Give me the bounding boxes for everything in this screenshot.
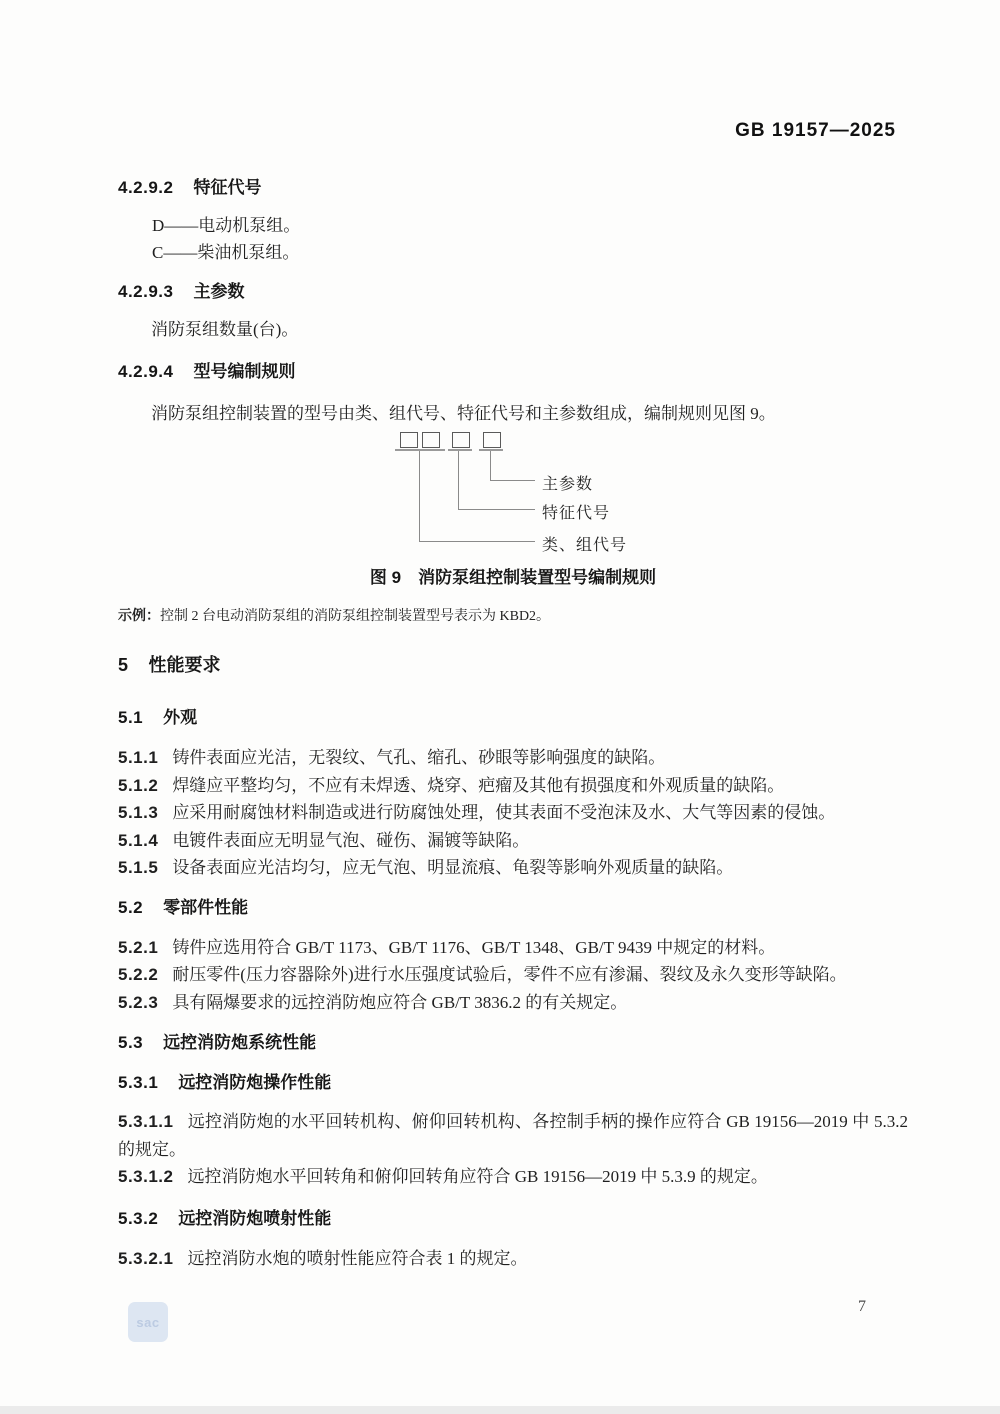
clause-number: 4.2.9.2: [118, 178, 174, 197]
heading-4-2-9-3: [118, 282, 908, 302]
clause-5-3-1-1: [118, 1108, 908, 1163]
heading-5-3: [118, 1033, 908, 1053]
figure-9-diagram: [118, 432, 908, 554]
figure-label-feature-code: 特征代号: [542, 505, 611, 522]
heading-title: 零部件性能: [163, 897, 249, 917]
clause-number: 5.1.2: [118, 775, 159, 795]
heading-title: 型号编制规则: [193, 362, 296, 381]
document-body: [118, 178, 908, 1272]
heading-title: 外观: [163, 708, 198, 727]
clause-number: 5.3: [118, 1033, 144, 1052]
heading-4-2-9-4: [118, 362, 908, 382]
clause-number: 4.2.9.3: [118, 282, 174, 301]
clause-text: 耐压零件(压力容器除外)进行水压强度试验后，零件不应有渗漏、裂纹及永久变形等缺陷。: [172, 965, 847, 984]
clause-number: 5.3.1.1: [118, 1112, 174, 1131]
heading-title: 主参数: [193, 282, 245, 301]
leader-line-feature: [458, 509, 535, 510]
leader-line-class-group: [419, 451, 420, 541]
clause-text: 铸件应选用符合 GB/T 1173、GB/T 1176、GB/T 1348、GB/T 9439 中规定的材料。: [172, 937, 776, 957]
clause-number: 5: [118, 655, 129, 675]
clause-5-1-2: [118, 772, 908, 800]
clause-5-3-1-2: [118, 1163, 908, 1191]
clause-number: 5.3.1.2: [118, 1167, 174, 1186]
leader-line-feature: [458, 451, 459, 509]
heading-5-2: [118, 898, 908, 918]
clause-number: 4.2.9.4: [118, 362, 174, 381]
clause-5-1-3: [118, 799, 908, 827]
clause-number: 5.1.5: [118, 858, 159, 877]
paragraph-model-rule: 消防泵组控制装置的型号由类、组代号、特征代号和主参数组成，编制规则见图 9。: [151, 404, 776, 423]
heading-title: 远控消防炮系统性能: [163, 1033, 317, 1052]
clause-text: 铸件表面应光洁，无裂纹、气孔、缩孔、砂眼等影响强度的缺陷。: [172, 748, 666, 767]
box-base-line: [448, 449, 472, 451]
clause-text: 远控消防炮的水平回转机构、俯仰回转机构、各控制手柄的操作应符合 GB 19156—2019 中 5.3.2 的规定。: [118, 1112, 908, 1159]
definition-item-d: D——电动机泵组。: [152, 216, 301, 235]
clause-5-1-1: [118, 744, 908, 772]
heading-5-3-2: [118, 1209, 908, 1229]
clause-text: 电镀件表面应无明显气泡、碰伤、漏镀等缺陷。: [172, 830, 530, 850]
heading-title: 远控消防炮喷射性能: [178, 1208, 332, 1228]
clause-5-3-2-1: [118, 1245, 908, 1273]
clause-5-1-5: [118, 854, 908, 882]
clause-text: 远控消防水炮的喷射性能应符合表 1 的规定。: [187, 1248, 528, 1268]
clause-5-2-3: [118, 989, 908, 1017]
clause-number: 5.1: [118, 708, 144, 727]
clause-text: 设备表面应光洁均匀，应无气泡、明显流痕、龟裂等影响外观质量的缺陷。: [172, 858, 734, 877]
sac-watermark-logo: sac: [128, 1302, 168, 1342]
model-code-box-3: [452, 432, 470, 448]
model-code-box-1: [400, 432, 418, 448]
figure-9-caption: 图 9 消防泵组控制装置型号编制规则: [369, 568, 657, 587]
heading-5-3-1: [118, 1073, 908, 1093]
clause-text: 应采用耐腐蚀材料制造或进行防腐蚀处理，使其表面不受泡沫及水、大气等因素的侵蚀。: [172, 803, 836, 822]
clause-text: 具有隔爆要求的远控消防炮应符合 GB/T 3836.2 的有关规定。: [172, 992, 628, 1012]
clause-number: 5.3.2: [118, 1208, 159, 1228]
clause-number: 5.2.3: [118, 992, 159, 1012]
heading-title: 性能要求: [148, 655, 221, 675]
model-code-box-2: [422, 432, 440, 448]
leader-line-main-param: [490, 480, 535, 481]
clause-number: 5.3.2.1: [118, 1248, 174, 1268]
clause-5-2-2: [118, 961, 908, 989]
clause-text: 焊缝应平整均匀，不应有未焊透、烧穿、疤瘤及其他有损强度和外观质量的缺陷。: [172, 775, 785, 795]
clause-number: 5.2: [118, 897, 144, 917]
clause-number: 5.2.2: [118, 965, 159, 984]
standard-number: GB 19157—2025: [735, 120, 896, 141]
paragraph-main-parameter: 消防泵组数量(台)。: [151, 320, 299, 339]
heading-title: 远控消防炮操作性能: [178, 1073, 332, 1092]
clause-number: 5.2.1: [118, 937, 159, 957]
example-line: [118, 605, 908, 627]
heading-5: [118, 655, 908, 675]
page-bottom-edge: [0, 1406, 1000, 1414]
leader-line-class-group: [419, 541, 535, 542]
box-base-line: [395, 449, 445, 451]
figure-label-class-group-code: 类、组代号: [542, 537, 628, 554]
definition-item-c: C——柴油机泵组。: [152, 243, 300, 262]
clause-5-2-1: [118, 934, 908, 962]
heading-title: 特征代号: [193, 178, 262, 197]
clause-5-1-4: [118, 827, 908, 855]
clause-number: 5.1.1: [118, 748, 159, 767]
heading-5-1: [118, 708, 908, 728]
figure-label-main-parameter: 主参数: [542, 476, 594, 493]
example-text: 控制 2 台电动消防泵组的消防泵组控制装置型号表示为 KBD2。: [160, 609, 551, 624]
clause-number: 5.3.1: [118, 1073, 159, 1092]
heading-4-2-9-2: [118, 178, 908, 198]
page-number: 7: [858, 1298, 866, 1315]
model-code-box-4: [483, 432, 501, 448]
box-base-line: [479, 449, 503, 451]
example-label: 示例：: [118, 607, 160, 623]
clause-number: 5.1.4: [118, 830, 159, 850]
leader-line-main-param: [490, 451, 491, 480]
clause-text: 远控消防炮水平回转角和俯仰回转角应符合 GB 19156—2019 中 5.3.9 的规定。: [187, 1167, 768, 1186]
clause-number: 5.1.3: [118, 803, 159, 822]
